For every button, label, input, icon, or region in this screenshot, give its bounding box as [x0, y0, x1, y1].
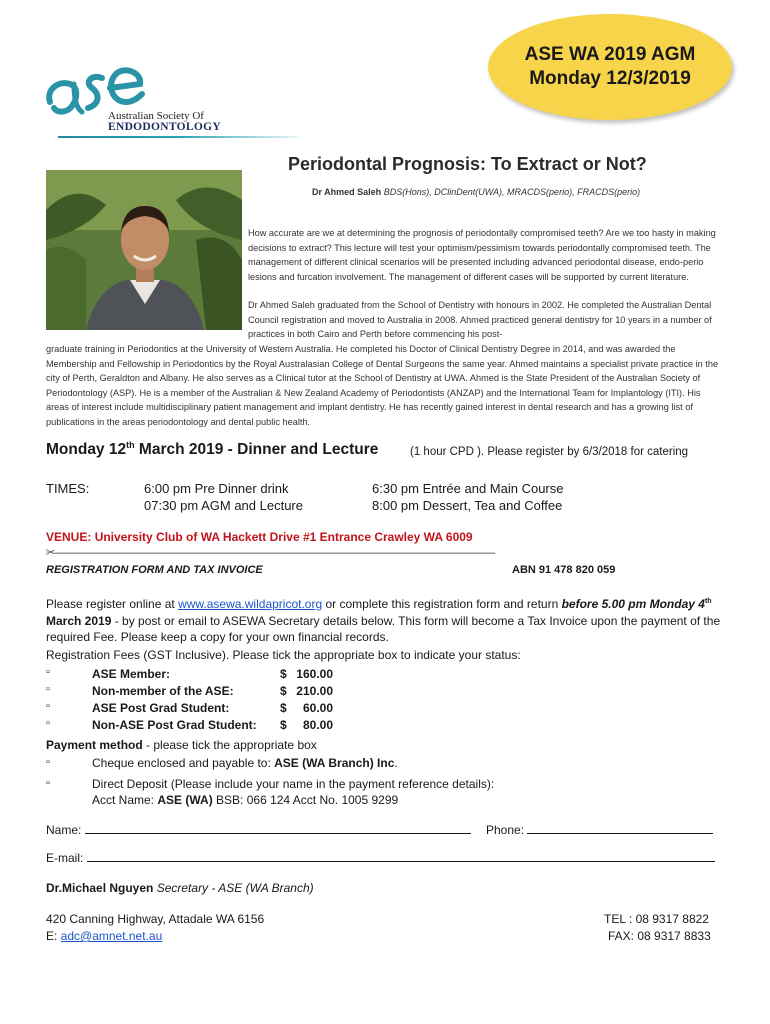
abn-number: ABN 91 478 820 059 — [512, 564, 616, 576]
account-numbers: BSB: 066 124 Acct No. 1005 9299 — [212, 793, 399, 807]
cheque-text-c: . — [394, 756, 398, 770]
fee-row-non-ase-postgrad — [46, 718, 346, 735]
contact-email-link[interactable]: adc@amnet.net.au — [60, 929, 163, 943]
agm-badge — [488, 14, 732, 120]
secretary-name: Dr.Michael Nguyen — [46, 881, 154, 895]
lecture-title: Periodontal Prognosis: To Extract or Not? — [288, 154, 647, 174]
deadline-suffix: th — [704, 598, 712, 605]
name-label: Name: — [46, 823, 82, 837]
cheque-text — [92, 756, 398, 770]
speaker-line — [312, 187, 640, 197]
lecture-abstract: How accurate are we at determining the prognosis of periodontally compromised teeth? Are we too hasty in making decisions to extract? This lecture will test your optimism/pessimism towards periodontally compromised teeth. The management of different clinical scenarios will be presented including advanced periodontal disease, endo-perio lesions and furcation involvement. The management of different cases will be supported by current literature. — [248, 228, 716, 282]
contact-fax: FAX: 08 9317 8833 — [608, 929, 711, 943]
fee-row-ase-member — [46, 667, 346, 684]
contact-email-label: E: — [46, 929, 61, 943]
time-item-4: 8:00 pm Dessert, Tea and Coffee — [372, 498, 563, 513]
intro-text-a: Please register online at — [46, 597, 179, 611]
secretary-role: Secretary - ASE (WA Branch) — [153, 881, 314, 895]
fee-currency: $ — [280, 718, 287, 732]
cheque-text-a: Cheque enclosed and payable to: — [92, 756, 275, 770]
fee-amount: 210.00 — [296, 684, 333, 698]
contact-telephone: TEL : 08 9317 8822 — [604, 912, 709, 926]
venue-line — [46, 530, 473, 544]
venue-text: University Club of WA Hackett Drive #1 Entrance Crawley WA 6009 — [94, 530, 473, 544]
fee-label: Non-ASE Post Grad Student: — [92, 718, 257, 732]
time-item-3: 6:30 pm Entrée and Main Course — [372, 481, 564, 496]
speaker-bio-part-2: graduate training in Periodontics at the University of Western Australia. He completed his Doctor of Clinical Dentistry Degree in 2014, and was awarded the Membership and Fellowship in Periodontics by the Royal Australasian College of Dental Surgeons the same year. Ahmed maintains a specialist private practice in the city of Perth, Geraldton and Albany. He also serves as a Clinical tutor at the School of Dentistry at UWA. Ahmed is the State President of the Australian Society of Periodontology (ASP). He is a member of the Australian & New Zealand Academy of Periodontists (ANZAP) and the International Team for Implantology (ITI). His areas of interest include multidisciplinary patient management and implant dentistry. He has recently gained interest in dental research and has a growing list of publications in the areas periodontology and dental public health. — [46, 344, 719, 427]
checkbox-non-ase-postgrad[interactable]: ▫ — [46, 717, 50, 729]
account-text — [92, 793, 398, 807]
checkbox-ase-postgrad[interactable]: ▫ — [46, 700, 50, 712]
logo-name-line-2: ENDODONTOLOGY — [108, 121, 221, 133]
secretary-line — [46, 880, 314, 897]
email-field[interactable] — [87, 849, 715, 862]
time-item-2: 07:30 pm AGM and Lecture — [144, 498, 303, 513]
venue-label: VENUE: — [46, 530, 92, 544]
fee-row-ase-postgrad — [46, 701, 346, 718]
event-heading — [46, 440, 378, 459]
phone-label: Phone: — [486, 823, 525, 837]
fee-label: ASE Member: — [92, 667, 171, 681]
email-label: E-mail: — [46, 851, 84, 865]
deadline-text: before 5.00 pm Monday 4 — [561, 597, 705, 611]
registration-intro — [46, 594, 724, 646]
deposit-text: Direct Deposit (Please include your name in the payment reference details): — [92, 777, 495, 791]
name-field-row — [46, 821, 471, 837]
account-label: Acct Name: — [92, 793, 158, 807]
event-rest: March 2019 - Dinner and Lecture — [134, 441, 379, 459]
name-field[interactable] — [85, 821, 471, 834]
deadline-month: March 2019 — [46, 613, 112, 628]
fee-label: ASE Post Grad Student: — [92, 701, 230, 715]
badge-line-1: ASE WA 2019 AGM — [524, 44, 696, 65]
event-day-suffix: th — [126, 440, 135, 450]
account-name: ASE (WA) — [157, 793, 213, 807]
fee-currency: $ — [280, 667, 287, 681]
speaker-photo — [46, 170, 242, 330]
phone-field-row — [486, 821, 713, 837]
intro-text-b: or complete this registration form and return — [322, 597, 562, 611]
checkbox-non-member[interactable]: ▫ — [46, 683, 50, 695]
fee-currency: $ — [280, 701, 287, 715]
intro-text-c: - by post or email to ASEWA Secretary details below. This form will become a Tax Invoice upon the payment of the required Fee. Please keep a copy for your own financial records. — [46, 613, 721, 644]
registration-form-title: REGISTRATION FORM AND TAX INVOICE — [46, 564, 263, 576]
event-day: Monday 12 — [46, 441, 127, 459]
speaker-name: Dr Ahmed Saleh — [312, 187, 382, 197]
fee-currency: $ — [280, 684, 287, 698]
payment-heading — [46, 737, 317, 754]
fee-amount: 80.00 — [302, 718, 333, 732]
checkbox-deposit[interactable]: ▫ — [46, 777, 50, 789]
phone-field[interactable] — [527, 821, 713, 834]
speaker-bio-part-1: Dr Ahmed Saleh graduated from the School of Dentistry with honours in 2002. He completed the Australian Dental Council registration and moved to Australia in 2008. Ahmed practiced general dentistry for 10 years in a number of practices in both Cairo and Perth before commencing his post- — [248, 300, 712, 340]
register-online-link[interactable]: www.asewa.wildapricot.org — [178, 597, 323, 611]
times-label: TIMES: — [46, 481, 90, 496]
logo-name-line-1: Australian Society Of — [108, 110, 204, 122]
logo-divider — [58, 136, 298, 138]
fee-amount: 160.00 — [296, 667, 333, 681]
cut-here-line: ✂———————————————————————————————————————————— — [46, 547, 495, 559]
cheque-payee: ASE (WA Branch) Inc — [274, 756, 395, 770]
contact-address: 420 Canning Highway, Attadale WA 6156 — [46, 912, 265, 926]
email-field-row — [46, 849, 715, 865]
checkbox-cheque[interactable]: ▫ — [46, 756, 50, 768]
checkbox-ase-member[interactable]: ▫ — [46, 666, 50, 678]
fee-label: Non-member of the ASE: — [92, 684, 234, 698]
payment-heading-bold: Payment method — [46, 738, 143, 752]
badge-line-2: Monday 12/3/2019 — [529, 68, 691, 89]
payment-heading-rest: - please tick the appropriate box — [142, 738, 317, 752]
fee-amount: 60.00 — [302, 701, 333, 715]
time-item-1: 6:00 pm Pre Dinner drink — [144, 481, 289, 496]
contact-email-line — [46, 928, 162, 945]
fees-heading: Registration Fees (GST Inclusive). Please tick the appropriate box to indicate your status: — [46, 648, 521, 662]
fee-row-non-member — [46, 684, 346, 701]
speaker-credentials: BDS(Hons), DClinDent(UWA), MRACDS(perio), FRACDS(perio) — [383, 187, 641, 197]
cpd-note: (1 hour CPD ). Please register by 6/3/2018 for catering — [410, 446, 689, 458]
